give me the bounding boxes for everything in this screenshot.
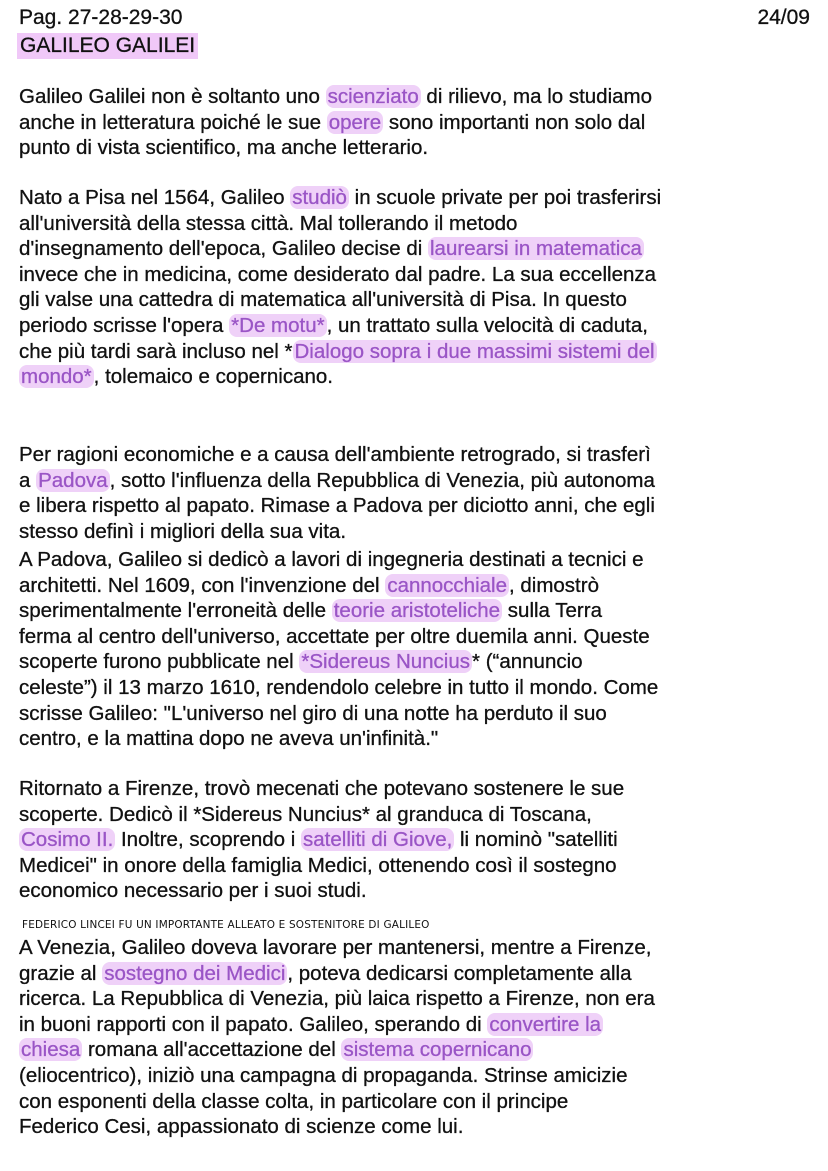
highlighted-text: *De motu* [231, 313, 325, 337]
text-segment: in buoni rapporti con il papato. Galileo, sperando di [19, 1012, 488, 1036]
text-line [19, 726, 658, 752]
highlighted-text: convertire la [489, 1012, 602, 1036]
highlighted-text: mondo* [21, 365, 92, 389]
text-line [19, 701, 658, 727]
text-segment: anche in letteratura poiché le sue [19, 110, 327, 134]
text-line [19, 573, 658, 599]
text-line [19, 262, 661, 288]
text-line [19, 110, 652, 136]
text-segment: Nato a Pisa nel 1564, Galileo [19, 186, 291, 209]
highlighted-text: *Sidereus Nuncius [301, 650, 471, 674]
highlighted-text: sostegno dei Medici [104, 961, 286, 985]
text-segment: ferma al centro dell'universo, accettate per oltre duemila anni. Queste [19, 624, 650, 648]
text-segment: sperimentalmente l'erroneità delle [19, 599, 332, 623]
document-title: GALILEO GALILEI [17, 33, 198, 59]
text-line [19, 624, 658, 650]
highlighted-text: Dialogo sopra i due massimi sistemi del [294, 339, 655, 363]
highlighted-text: opere [328, 110, 382, 134]
text-segment: , sotto l'influenza della Repubblica di Venezia, più autonoma [109, 468, 655, 492]
text-segment: in scuole private per poi trasferirsi [348, 186, 662, 209]
text-line [19, 313, 661, 339]
text-segment: centro, e la mattina dopo ne aveva un'infinità." [19, 727, 439, 751]
text-line [19, 935, 655, 961]
text-segment: (eliocentrico), iniziò una campagna di propaganda. Strinse amicizie [19, 1063, 628, 1087]
text-line [19, 519, 655, 545]
highlighted-text: chiesa [21, 1038, 81, 1062]
text-segment: periodo scrisse l'opera [19, 313, 230, 337]
text-segment: architetti. Nel 1609, con l'invenzione del [19, 573, 386, 597]
text-line [19, 493, 655, 519]
highlighted-text: satelliti di Giove, [303, 828, 453, 852]
text-segment: economico necessario per i suoi studi. [19, 879, 367, 903]
highlighted-text: Cosimo II. [21, 828, 114, 852]
page-numbers: Pag. 27-28-29-30 [19, 6, 183, 29]
highlighted-text: laurearsi in matematica [429, 237, 642, 261]
text-line [19, 1089, 655, 1115]
highlighted-text: sistema copernicano [343, 1038, 532, 1062]
text-line [19, 211, 661, 237]
text-segment: a [19, 468, 37, 492]
text-segment: romana all'accettazione del [82, 1038, 342, 1062]
text-segment: celeste”) il 13 marzo 1610, rendendolo celebre in tutto il mondo. Come [19, 675, 659, 699]
text-segment: sono importanti non solo dal [383, 110, 646, 134]
highlighted-text: Padova [38, 468, 108, 492]
text-line [19, 776, 624, 802]
text-line [19, 827, 624, 853]
text-segment: * (“annuncio [472, 650, 583, 674]
paragraph [19, 776, 624, 904]
text-line [19, 468, 655, 494]
text-segment: Galileo Galilei non è soltanto uno [19, 85, 326, 108]
text-segment: scoperte. Dedicò il *Sidereus Nuncius* al granduca di Toscana, [19, 802, 592, 826]
text-line [19, 442, 655, 468]
text-segment: che più tardi sarà incluso nel * [19, 339, 293, 363]
text-segment: Per ragioni economiche e a causa dell'ambiente retrogrado, si trasferì [19, 443, 651, 466]
text-line [19, 84, 652, 110]
text-segment: Inoltre, scoprendo i [115, 828, 302, 852]
text-segment: A Padova, Galileo si dedicò a lavori di ingegneria destinati a tecnici e [19, 548, 644, 571]
paragraph [19, 547, 658, 752]
text-line [19, 364, 661, 390]
text-line [19, 675, 658, 701]
text-line [19, 185, 661, 211]
text-segment: li nominò "satelliti [454, 828, 618, 852]
paragraph [19, 442, 655, 544]
text-segment: , dimostrò [508, 573, 599, 597]
text-segment: all'università della stessa città. Mal tollerando il metodo [19, 211, 518, 235]
date: 24/09 [757, 6, 810, 29]
text-segment: Federico Cesi, appassionato di scienze come lui. [19, 1115, 464, 1139]
text-segment: grazie al [19, 961, 103, 985]
text-segment: gli valse una cattedra di matematica all'università di Pisa. In questo [19, 288, 627, 312]
text-segment: sulla Terra [502, 599, 602, 623]
text-segment: Ritornato a Firenze, trovò mecenati che potevano sostenere le sue [19, 777, 625, 800]
text-line [19, 135, 652, 161]
text-segment: scrisse Galileo: "L'universo nel giro di una notte ha perduto il suo [19, 701, 607, 725]
text-line [19, 961, 655, 987]
text-line [19, 547, 658, 573]
text-segment: scoperte furono pubblicate nel [19, 650, 300, 674]
text-segment: A Venezia, Galileo doveva lavorare per mantenersi, mentre a Firenze, [19, 936, 652, 959]
text-segment: ricerca. La Repubblica di Venezia, più laica rispetto a Firenze, non era [19, 987, 655, 1011]
text-line [19, 339, 661, 365]
text-segment: di rilievo, ma lo studiamo [420, 85, 653, 108]
text-segment: punto di vista scientifico, ma anche letterario. [19, 136, 429, 160]
text-line [19, 853, 624, 879]
text-line [19, 878, 624, 904]
text-line [19, 1037, 655, 1063]
paragraph [19, 935, 655, 1140]
text-segment: , un trattato sulla velocità di caduta, [326, 313, 648, 337]
text-segment: e libera rispetto al papato. Rimase a Padova per diciotto anni, che egli [19, 494, 655, 518]
text-segment: d'insegnamento dell'epoca, Galileo decise di [19, 237, 428, 261]
text-line [19, 598, 658, 624]
text-segment: Medicei" in onore della famiglia Medici, ottenendo così il sostegno [19, 853, 617, 877]
paragraph [19, 84, 652, 161]
text-line [19, 1114, 655, 1140]
text-line [19, 802, 624, 828]
text-segment: con esponenti della classe colta, in particolare con il principe [19, 1089, 569, 1113]
text-line [19, 236, 661, 262]
text-line [19, 1063, 655, 1089]
text-line [19, 287, 661, 313]
text-segment: invece che in medicina, come desiderato dal padre. La sua eccellenza [19, 262, 657, 286]
text-line [19, 1012, 655, 1038]
text-segment: , poteva dedicarsi completamente alla [287, 961, 632, 985]
paragraph [19, 185, 661, 390]
highlighted-text: cannocchiale [387, 573, 507, 597]
text-segment: stesso definì i migliori della sua vita. [19, 519, 347, 543]
highlighted-text: studiò [292, 186, 347, 209]
highlighted-text: teorie aristoteliche [333, 599, 501, 623]
text-line [19, 649, 658, 675]
handwritten-note: FEDERICO LINCEI FU UN IMPORTANTE ALLEATO E SOSTENITORE DI GALILEO [22, 918, 430, 931]
text-segment: , tolemaico e copernicano. [93, 365, 333, 389]
highlighted-text: scienziato [327, 85, 419, 108]
text-line [19, 986, 655, 1012]
